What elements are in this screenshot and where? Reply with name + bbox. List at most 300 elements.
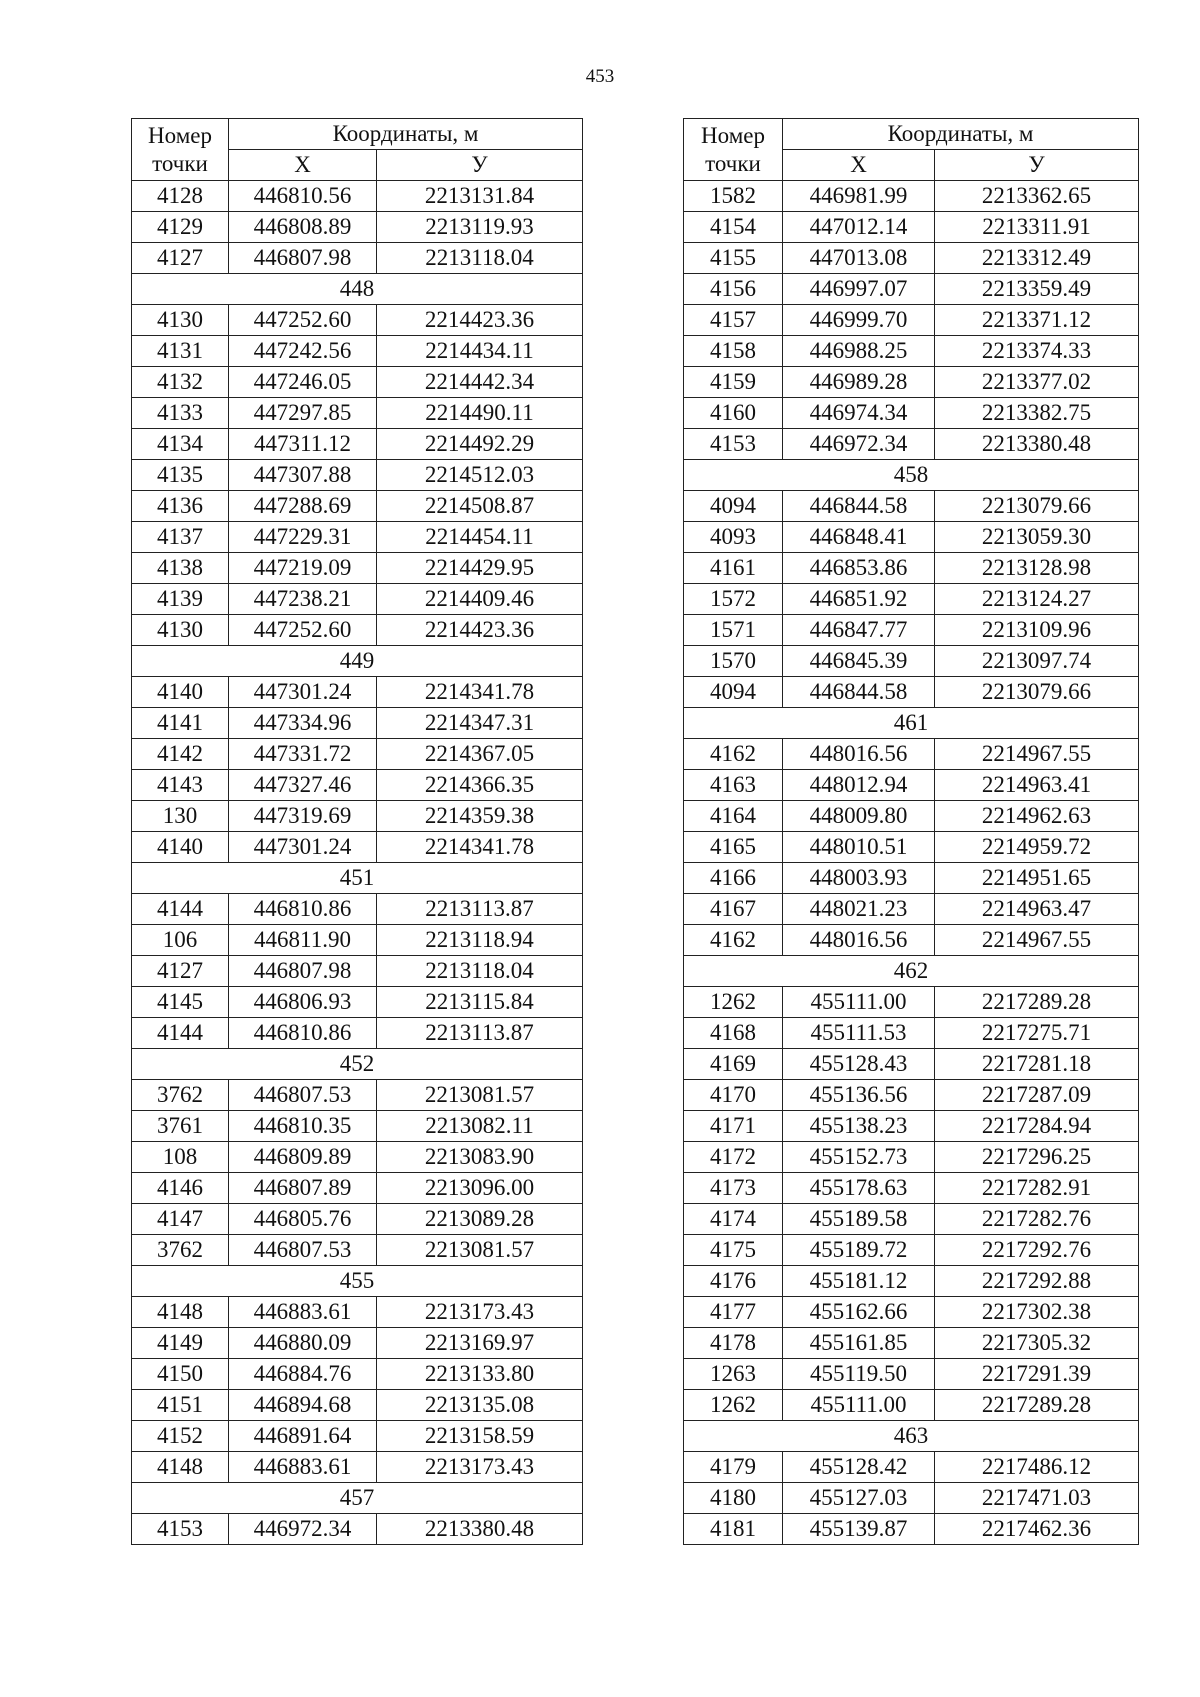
point-number-cell: 4173: [684, 1173, 783, 1204]
y-coordinate-cell: 2213083.90: [377, 1142, 583, 1173]
y-coordinate-cell: 2213113.87: [377, 1018, 583, 1049]
y-coordinate-cell: 2213380.48: [377, 1514, 583, 1545]
point-number-cell: 4174: [684, 1204, 783, 1235]
point-number-cell: 4143: [132, 770, 229, 801]
section-row: [132, 1483, 583, 1514]
table-row: [684, 925, 1139, 956]
point-number-cell: 4170: [684, 1080, 783, 1111]
coordinates-header: Координаты, м: [783, 119, 1139, 150]
point-number-cell: 4178: [684, 1328, 783, 1359]
coordinates-header: Координаты, м: [229, 119, 583, 150]
y-coordinate-cell: 2214967.55: [935, 925, 1139, 956]
point-number-cell: 1572: [684, 584, 783, 615]
table-row: [684, 1483, 1139, 1514]
x-coordinate-cell: 455139.87: [783, 1514, 935, 1545]
point-number-cell: 4144: [132, 1018, 229, 1049]
y-coordinate-cell: 2214962.63: [935, 801, 1139, 832]
x-coordinate-cell: 446999.70: [783, 305, 935, 336]
x-coordinate-cell: 455136.56: [783, 1080, 935, 1111]
y-coordinate-cell: 2214341.78: [377, 832, 583, 863]
y-coordinate-cell: 2213374.33: [935, 336, 1139, 367]
section-row: [684, 708, 1139, 739]
table-row: [132, 925, 583, 956]
point-number-cell: 4177: [684, 1297, 783, 1328]
point-number-cell: 4149: [132, 1328, 229, 1359]
y-coordinate-cell: 2213158.59: [377, 1421, 583, 1452]
point-number-cell: 1262: [684, 987, 783, 1018]
x-coordinate-cell: 455162.66: [783, 1297, 935, 1328]
table-row: [684, 181, 1139, 212]
y-coordinate-cell: 2213124.27: [935, 584, 1139, 615]
y-coordinate-cell: 2213173.43: [377, 1452, 583, 1483]
table-row: [132, 1297, 583, 1328]
y-coordinate-cell: 2213135.08: [377, 1390, 583, 1421]
y-coordinate-cell: 2214359.38: [377, 801, 583, 832]
x-coordinate-cell: 455189.72: [783, 1235, 935, 1266]
table-row: [132, 708, 583, 739]
table-body-left: [132, 119, 583, 1545]
table-row: [132, 491, 583, 522]
y-coordinate-cell: 2213089.28: [377, 1204, 583, 1235]
x-coordinate-cell: 447307.88: [229, 460, 377, 491]
x-coordinate-cell: 446805.76: [229, 1204, 377, 1235]
point-number-cell: 4166: [684, 863, 783, 894]
y-coordinate-cell: 2217292.76: [935, 1235, 1139, 1266]
x-coordinate-cell: 448010.51: [783, 832, 935, 863]
x-coordinate-cell: 447334.96: [229, 708, 377, 739]
point-number-cell: 4093: [684, 522, 783, 553]
x-coordinate-cell: 446811.90: [229, 925, 377, 956]
point-number-cell: 4159: [684, 367, 783, 398]
point-number-cell: 4169: [684, 1049, 783, 1080]
y-coordinate-cell: 2217284.94: [935, 1111, 1139, 1142]
point-number-cell: 4176: [684, 1266, 783, 1297]
table-row: [684, 274, 1139, 305]
y-coordinate-cell: 2214967.55: [935, 739, 1139, 770]
point-number-cell: 4130: [132, 615, 229, 646]
point-number-cell: 4133: [132, 398, 229, 429]
table-row: [132, 584, 583, 615]
table-row: [132, 522, 583, 553]
table-row: [132, 894, 583, 925]
table-row: [132, 1452, 583, 1483]
section-number: 455: [132, 1266, 583, 1297]
y-coordinate-cell: 2217471.03: [935, 1483, 1139, 1514]
table-row: [684, 1266, 1139, 1297]
table-row: [132, 1235, 583, 1266]
y-coordinate-cell: 2214508.87: [377, 491, 583, 522]
y-coordinate-cell: 2214423.36: [377, 615, 583, 646]
table-row: [684, 367, 1139, 398]
y-coordinate-cell: 2217289.28: [935, 987, 1139, 1018]
table-row: [684, 1204, 1139, 1235]
table-row: [684, 212, 1139, 243]
table-row: [684, 832, 1139, 863]
point-number-cell: 4152: [132, 1421, 229, 1452]
x-coordinate-cell: 447288.69: [229, 491, 377, 522]
y-header: У: [377, 150, 583, 181]
x-coordinate-cell: 455138.23: [783, 1111, 935, 1142]
y-coordinate-cell: 2213377.02: [935, 367, 1139, 398]
point-number-cell: 4154: [684, 212, 783, 243]
table-row: [684, 243, 1139, 274]
x-coordinate-cell: 446807.89: [229, 1173, 377, 1204]
x-coordinate-cell: 447297.85: [229, 398, 377, 429]
x-coordinate-cell: 446807.53: [229, 1235, 377, 1266]
table-row: [132, 1142, 583, 1173]
point-number-cell: 4163: [684, 770, 783, 801]
table-row: [132, 987, 583, 1018]
point-number-cell: 4094: [684, 491, 783, 522]
table-row: [684, 491, 1139, 522]
point-number-cell: 4141: [132, 708, 229, 739]
x-coordinate-cell: 447219.09: [229, 553, 377, 584]
y-coordinate-cell: 2213096.00: [377, 1173, 583, 1204]
y-coordinate-cell: 2217287.09: [935, 1080, 1139, 1111]
point-number-header-label: Номер точки: [148, 122, 212, 176]
x-coordinate-cell: 446880.09: [229, 1328, 377, 1359]
header-row: [132, 119, 583, 150]
y-coordinate-cell: 2213081.57: [377, 1080, 583, 1111]
table-row: [132, 1204, 583, 1235]
table-row: [684, 553, 1139, 584]
section-row: [132, 863, 583, 894]
x-coordinate-cell: 446853.86: [783, 553, 935, 584]
x-coordinate-cell: 446810.86: [229, 894, 377, 925]
table-row: [132, 1421, 583, 1452]
y-coordinate-cell: 2213081.57: [377, 1235, 583, 1266]
point-number-cell: 4145: [132, 987, 229, 1018]
point-number-cell: 4131: [132, 336, 229, 367]
y-coordinate-cell: 2217282.76: [935, 1204, 1139, 1235]
y-coordinate-cell: 2217462.36: [935, 1514, 1139, 1545]
section-number: 457: [132, 1483, 583, 1514]
x-coordinate-cell: 446807.98: [229, 956, 377, 987]
y-coordinate-cell: 2217281.18: [935, 1049, 1139, 1080]
y-coordinate-cell: 2213118.94: [377, 925, 583, 956]
point-number-cell: 1570: [684, 646, 783, 677]
y-coordinate-cell: 2213362.65: [935, 181, 1139, 212]
y-coordinate-cell: 2214366.35: [377, 770, 583, 801]
point-number-cell: 4148: [132, 1297, 229, 1328]
x-coordinate-cell: 447319.69: [229, 801, 377, 832]
x-coordinate-cell: 455189.58: [783, 1204, 935, 1235]
x-coordinate-cell: 447252.60: [229, 615, 377, 646]
point-number-cell: 4134: [132, 429, 229, 460]
table-row: [684, 1297, 1139, 1328]
x-coordinate-cell: 455127.03: [783, 1483, 935, 1514]
table-row: [684, 1142, 1139, 1173]
x-coordinate-cell: 446807.53: [229, 1080, 377, 1111]
section-row: [684, 1421, 1139, 1452]
y-coordinate-cell: 2213097.74: [935, 646, 1139, 677]
x-header: X: [229, 150, 377, 181]
y-coordinate-cell: 2217302.38: [935, 1297, 1139, 1328]
point-number-cell: 4164: [684, 801, 783, 832]
point-number-cell: 4165: [684, 832, 783, 863]
x-coordinate-cell: 455181.12: [783, 1266, 935, 1297]
x-coordinate-cell: 448012.94: [783, 770, 935, 801]
section-number: 451: [132, 863, 583, 894]
y-coordinate-cell: 2214423.36: [377, 305, 583, 336]
table-row: [684, 1111, 1139, 1142]
y-header: У: [935, 150, 1139, 181]
x-coordinate-cell: 448016.56: [783, 925, 935, 956]
section-row: [684, 460, 1139, 491]
table-row: [684, 429, 1139, 460]
table-row: [132, 801, 583, 832]
x-coordinate-cell: 446989.28: [783, 367, 935, 398]
table-row: [132, 212, 583, 243]
x-coordinate-cell: 447301.24: [229, 677, 377, 708]
table-row: [132, 770, 583, 801]
table-row: [132, 832, 583, 863]
x-coordinate-cell: 455178.63: [783, 1173, 935, 1204]
x-coordinate-cell: 446844.58: [783, 677, 935, 708]
y-coordinate-cell: 2214492.29: [377, 429, 583, 460]
y-coordinate-cell: 2213131.84: [377, 181, 583, 212]
coordinates-table-right: [683, 118, 1139, 1545]
point-number-cell: 4162: [684, 739, 783, 770]
x-coordinate-cell: 446848.41: [783, 522, 935, 553]
y-coordinate-cell: 2213059.30: [935, 522, 1139, 553]
point-number-cell: 4137: [132, 522, 229, 553]
x-coordinate-cell: 455111.00: [783, 1390, 935, 1421]
section-row: [684, 956, 1139, 987]
x-coordinate-cell: 446972.34: [229, 1514, 377, 1545]
x-coordinate-cell: 446810.86: [229, 1018, 377, 1049]
x-coordinate-cell: 447238.21: [229, 584, 377, 615]
table-row: [684, 987, 1139, 1018]
y-coordinate-cell: 2213173.43: [377, 1297, 583, 1328]
point-number-cell: 4171: [684, 1111, 783, 1142]
point-number-cell: 4175: [684, 1235, 783, 1266]
table-row: [684, 677, 1139, 708]
point-number-cell: 4127: [132, 243, 229, 274]
table-row: [684, 801, 1139, 832]
table-row: [132, 615, 583, 646]
y-coordinate-cell: 2214429.95: [377, 553, 583, 584]
table-row: [684, 522, 1139, 553]
x-coordinate-cell: 446807.98: [229, 243, 377, 274]
y-coordinate-cell: 2217292.88: [935, 1266, 1139, 1297]
point-number-cell: 4140: [132, 832, 229, 863]
table-row: [132, 553, 583, 584]
point-number-cell: 4153: [684, 429, 783, 460]
x-coordinate-cell: 446972.34: [783, 429, 935, 460]
x-coordinate-cell: 455119.50: [783, 1359, 935, 1390]
y-coordinate-cell: 2213113.87: [377, 894, 583, 925]
table-row: [132, 398, 583, 429]
point-number-cell: 3762: [132, 1235, 229, 1266]
table-row: [132, 181, 583, 212]
y-coordinate-cell: 2213079.66: [935, 491, 1139, 522]
table-row: [684, 1328, 1139, 1359]
y-coordinate-cell: 2213128.98: [935, 553, 1139, 584]
point-number-cell: 1263: [684, 1359, 783, 1390]
x-coordinate-cell: 455161.85: [783, 1328, 935, 1359]
y-coordinate-cell: 2214442.34: [377, 367, 583, 398]
table-row: [132, 1390, 583, 1421]
x-coordinate-cell: 447331.72: [229, 739, 377, 770]
table-row: [132, 429, 583, 460]
point-number-cell: 1582: [684, 181, 783, 212]
table-row: [684, 1452, 1139, 1483]
point-number-cell: 4160: [684, 398, 783, 429]
point-number-cell: 4136: [132, 491, 229, 522]
point-number-cell: 4094: [684, 677, 783, 708]
y-coordinate-cell: 2214341.78: [377, 677, 583, 708]
point-number-cell: 4129: [132, 212, 229, 243]
y-coordinate-cell: 2217275.71: [935, 1018, 1139, 1049]
y-coordinate-cell: 2213312.49: [935, 243, 1139, 274]
y-coordinate-cell: 2217296.25: [935, 1142, 1139, 1173]
table-row: [132, 460, 583, 491]
table-row: [132, 243, 583, 274]
point-number-cell: 4147: [132, 1204, 229, 1235]
y-coordinate-cell: 2214434.11: [377, 336, 583, 367]
table-row: [132, 1514, 583, 1545]
table-row: [684, 646, 1139, 677]
table-row: [684, 398, 1139, 429]
y-coordinate-cell: 2213119.93: [377, 212, 583, 243]
table-row: [684, 1080, 1139, 1111]
y-coordinate-cell: 2217291.39: [935, 1359, 1139, 1390]
x-coordinate-cell: 455128.43: [783, 1049, 935, 1080]
point-number-cell: 4172: [684, 1142, 783, 1173]
point-number-cell: 4138: [132, 553, 229, 584]
point-number-cell: 106: [132, 925, 229, 956]
x-coordinate-cell: 446844.58: [783, 491, 935, 522]
point-number-cell: 4130: [132, 305, 229, 336]
point-number-cell: 4127: [132, 956, 229, 987]
point-number-cell: 4144: [132, 894, 229, 925]
x-coordinate-cell: 446974.34: [783, 398, 935, 429]
point-number-cell: 1262: [684, 1390, 783, 1421]
x-coordinate-cell: 448016.56: [783, 739, 935, 770]
y-coordinate-cell: 2217282.91: [935, 1173, 1139, 1204]
x-header: X: [783, 150, 935, 181]
point-number-cell: 4146: [132, 1173, 229, 1204]
section-number: 449: [132, 646, 583, 677]
point-number-cell: 4155: [684, 243, 783, 274]
table-row: [132, 1080, 583, 1111]
point-number-cell: 4132: [132, 367, 229, 398]
y-coordinate-cell: 2214490.11: [377, 398, 583, 429]
point-number-cell: 4181: [684, 1514, 783, 1545]
table-row: [684, 336, 1139, 367]
x-coordinate-cell: 446884.76: [229, 1359, 377, 1390]
x-coordinate-cell: 446997.07: [783, 274, 935, 305]
x-coordinate-cell: 455111.53: [783, 1018, 935, 1049]
table-row: [684, 739, 1139, 770]
y-coordinate-cell: 2213118.04: [377, 956, 583, 987]
y-coordinate-cell: 2213079.66: [935, 677, 1139, 708]
table-row: [132, 1173, 583, 1204]
point-number-cell: 108: [132, 1142, 229, 1173]
table-row: [684, 1359, 1139, 1390]
x-coordinate-cell: 455128.42: [783, 1452, 935, 1483]
table-row: [684, 1235, 1139, 1266]
x-coordinate-cell: 447252.60: [229, 305, 377, 336]
point-number-cell: 4167: [684, 894, 783, 925]
point-number-cell: 4157: [684, 305, 783, 336]
y-coordinate-cell: 2214347.31: [377, 708, 583, 739]
section-row: [132, 1049, 583, 1080]
table-row: [132, 1018, 583, 1049]
x-coordinate-cell: 446808.89: [229, 212, 377, 243]
y-coordinate-cell: 2213382.75: [935, 398, 1139, 429]
table-row: [132, 956, 583, 987]
x-coordinate-cell: 448021.23: [783, 894, 935, 925]
table-row: [132, 1359, 583, 1390]
point-number-cell: 4161: [684, 553, 783, 584]
section-row: [132, 646, 583, 677]
y-coordinate-cell: 2214959.72: [935, 832, 1139, 863]
point-number-cell: 4150: [132, 1359, 229, 1390]
table-row: [684, 1390, 1139, 1421]
y-coordinate-cell: 2213380.48: [935, 429, 1139, 460]
section-number: 463: [684, 1421, 1139, 1452]
x-coordinate-cell: 446883.61: [229, 1452, 377, 1483]
x-coordinate-cell: 446809.89: [229, 1142, 377, 1173]
table-row: [132, 367, 583, 398]
table-row: [684, 1018, 1139, 1049]
y-coordinate-cell: 2213118.04: [377, 243, 583, 274]
table-row: [132, 739, 583, 770]
y-coordinate-cell: 2214951.65: [935, 863, 1139, 894]
y-coordinate-cell: 2214454.11: [377, 522, 583, 553]
x-coordinate-cell: 446806.93: [229, 987, 377, 1018]
table-row: [684, 305, 1139, 336]
x-coordinate-cell: 447013.08: [783, 243, 935, 274]
y-coordinate-cell: 2213169.97: [377, 1328, 583, 1359]
point-number-cell: 130: [132, 801, 229, 832]
point-number-cell: 4140: [132, 677, 229, 708]
x-coordinate-cell: 446891.64: [229, 1421, 377, 1452]
table-row: [684, 584, 1139, 615]
y-coordinate-cell: 2217305.32: [935, 1328, 1139, 1359]
point-number-cell: 4151: [132, 1390, 229, 1421]
x-coordinate-cell: 448009.80: [783, 801, 935, 832]
table-body-right: [684, 119, 1139, 1545]
y-coordinate-cell: 2217486.12: [935, 1452, 1139, 1483]
x-coordinate-cell: 446851.92: [783, 584, 935, 615]
section-row: [132, 1266, 583, 1297]
y-coordinate-cell: 2217289.28: [935, 1390, 1139, 1421]
section-row: [132, 274, 583, 305]
x-coordinate-cell: 447327.46: [229, 770, 377, 801]
point-number-cell: 4139: [132, 584, 229, 615]
x-coordinate-cell: 447311.12: [229, 429, 377, 460]
table-row: [132, 336, 583, 367]
x-coordinate-cell: 455111.00: [783, 987, 935, 1018]
section-number: 448: [132, 274, 583, 305]
coordinates-table-left: [131, 118, 583, 1545]
x-coordinate-cell: 447229.31: [229, 522, 377, 553]
table-row: [684, 894, 1139, 925]
x-coordinate-cell: 446883.61: [229, 1297, 377, 1328]
table-row: [684, 863, 1139, 894]
x-coordinate-cell: 447242.56: [229, 336, 377, 367]
x-coordinate-cell: 447012.14: [783, 212, 935, 243]
section-number: 462: [684, 956, 1139, 987]
x-coordinate-cell: 446981.99: [783, 181, 935, 212]
y-coordinate-cell: 2213133.80: [377, 1359, 583, 1390]
y-coordinate-cell: 2213311.91: [935, 212, 1139, 243]
point-number-header-label: Номер точки: [701, 122, 765, 176]
y-coordinate-cell: 2214963.47: [935, 894, 1139, 925]
